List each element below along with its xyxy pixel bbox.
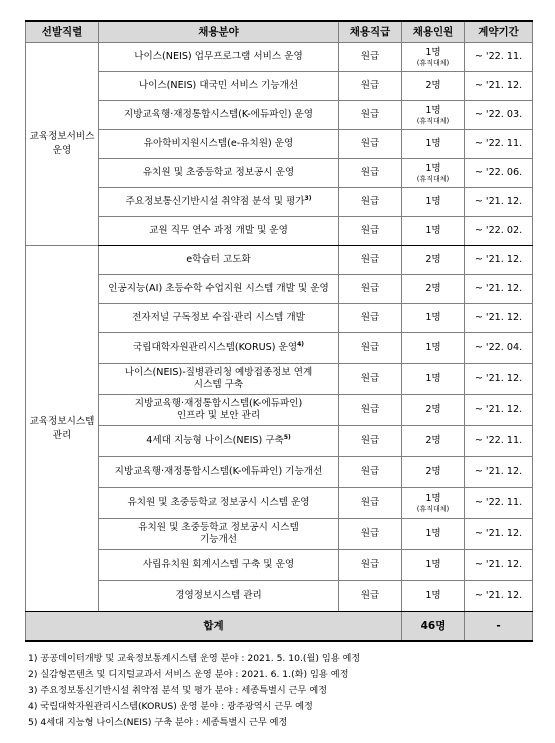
- period-cell: ~ '21. 12.: [465, 188, 533, 217]
- area-cell: [99, 333, 339, 364]
- area-cell: [99, 130, 339, 159]
- grade-cell: 원급: [339, 395, 402, 426]
- area-cell: [99, 217, 339, 246]
- grade-cell: 원급: [339, 188, 402, 217]
- area-cell: [99, 246, 339, 275]
- count-cell: [402, 217, 465, 246]
- table-row: [26, 333, 533, 364]
- count-value: 1명: [425, 373, 441, 384]
- period-cell: ~ '22. 11.: [465, 43, 533, 72]
- grade-cell: 원급: [339, 304, 402, 333]
- header-category: 선발직렬: [26, 21, 99, 43]
- period-cell: ~ '22. 06.: [465, 159, 533, 188]
- recruitment-table-wrapper: [25, 20, 532, 642]
- count-note: (휴직대체): [416, 504, 450, 513]
- footnote-item: 3) 주요정보통신기반시설 취약점 분석 및 평가 분야 : 세종특별시 근무 예정: [28, 685, 328, 696]
- area-cell: [99, 519, 339, 550]
- grade-cell: 원급: [339, 43, 402, 72]
- area-text: 전자저널 구독정보 수집·관리 시스템 개발: [132, 312, 305, 323]
- count-cell: [402, 43, 465, 72]
- header-period: 계약기간: [465, 21, 533, 43]
- grade-cell: 원급: [339, 457, 402, 488]
- count-cell: [402, 333, 465, 364]
- period-cell: ~ '21. 12.: [465, 550, 533, 581]
- area-text: 유치원 및 초중등학교 정보공시 운영: [142, 167, 295, 178]
- area-text: 유치원 및 초중등학교 정보공시 시스템 기능개선: [138, 522, 299, 545]
- table-row: [26, 72, 533, 101]
- area-text: 유치원 및 초중등학교 정보공시 시스템 운영: [127, 497, 310, 508]
- table-row: [26, 364, 533, 395]
- count-cell: [402, 395, 465, 426]
- count-cell: [402, 364, 465, 395]
- count-note: (휴직대체): [416, 58, 450, 67]
- count-note: (휴직대체): [416, 174, 450, 183]
- table-row: [26, 457, 533, 488]
- count-cell: [402, 581, 465, 612]
- area-cell: [99, 304, 339, 333]
- table-row: [26, 217, 533, 246]
- area-text: 사립유치원 회계시스템 구축 및 운영: [142, 559, 295, 570]
- grade-cell: 원급: [339, 217, 402, 246]
- grade-cell: 원급: [339, 101, 402, 130]
- period-cell: ~ '22. 11.: [465, 488, 533, 519]
- table-row: [26, 188, 533, 217]
- total-label: 합계: [26, 612, 402, 642]
- table-header-row: [26, 21, 533, 43]
- area-text: 유아학비지원시스템(e-유치원) 운영: [143, 138, 294, 149]
- area-cell: [99, 426, 339, 457]
- count-value: 2명: [425, 404, 441, 415]
- period-cell: ~ '22. 04.: [465, 333, 533, 364]
- grade-cell: 원급: [339, 159, 402, 188]
- category-cell: [26, 43, 99, 246]
- total-row: [26, 612, 533, 642]
- table-row: [26, 488, 533, 519]
- count-cell: [402, 457, 465, 488]
- period-cell: ~ '21. 12.: [465, 304, 533, 333]
- count-cell: [402, 246, 465, 275]
- count-value: 1명: [425, 590, 441, 601]
- area-text: 지방교육행·재정통합시스템(K-에듀파인) 기능개선: [114, 466, 323, 477]
- area-cell: [99, 488, 339, 519]
- header-area: 채용분야: [99, 21, 339, 43]
- area-text: 교원 직무 연수 과정 개발 및 운영: [149, 225, 288, 236]
- footnote-marker: 4): [297, 341, 305, 348]
- table-body: [26, 43, 533, 612]
- area-text: e학습터 고도화: [186, 254, 251, 265]
- area-text: 지방교육행·재정통합시스템(K-에듀파인) 인프라 및 보안 관리: [134, 398, 303, 421]
- count-value: 1명: [425, 46, 441, 58]
- recruitment-table: [25, 20, 533, 642]
- count-cell: [402, 101, 465, 130]
- count-value: 1명: [425, 225, 441, 236]
- count-value: 1명: [425, 312, 441, 323]
- grade-cell: 원급: [339, 364, 402, 395]
- area-cell: [99, 275, 339, 304]
- count-value: 1명: [425, 162, 441, 174]
- period-cell: ~ '21. 12.: [465, 364, 533, 395]
- area-text: 지방교육행·재정통합시스템(K-에듀파인) 운영: [123, 109, 314, 120]
- table-row: [26, 130, 533, 159]
- area-cell: [99, 159, 339, 188]
- area-cell: [99, 581, 339, 612]
- count-value: 1명: [425, 138, 441, 149]
- period-cell: ~ '21. 12.: [465, 275, 533, 304]
- count-value: 1명: [425, 559, 441, 570]
- count-value: 1명: [425, 528, 441, 539]
- count-cell: [402, 488, 465, 519]
- table-row: [26, 246, 533, 275]
- count-value: 2명: [425, 466, 441, 477]
- area-cell: [99, 457, 339, 488]
- period-cell: ~ '21. 12.: [465, 519, 533, 550]
- area-cell: [99, 550, 339, 581]
- area-text: 나이스(NEIS) 대국민 서비스 기능개선: [138, 80, 299, 91]
- grade-cell: 원급: [339, 72, 402, 101]
- area-cell: [99, 395, 339, 426]
- count-cell: [402, 550, 465, 581]
- area-cell: [99, 72, 339, 101]
- footnote-marker: 5): [283, 434, 291, 441]
- area-cell: [99, 188, 339, 217]
- area-text: 나이스(NEIS) 업무프로그램 서비스 운영: [134, 51, 303, 62]
- footnote-item: 5) 4세대 지능형 나이스(NEIS) 구축 분야 : 세종특별시 근무 예정: [28, 717, 288, 728]
- period-cell: ~ '21. 12.: [465, 395, 533, 426]
- count-cell: [402, 275, 465, 304]
- period-cell: ~ '22. 02.: [465, 217, 533, 246]
- grade-cell: 원급: [339, 550, 402, 581]
- area-text: 4세대 지능형 나이스(NEIS) 구축: [146, 435, 284, 446]
- count-value: 1명: [425, 104, 441, 116]
- category-cell: [26, 246, 99, 612]
- table-row: [26, 426, 533, 457]
- count-cell: [402, 426, 465, 457]
- table-row: [26, 395, 533, 426]
- period-cell: ~ '22. 03.: [465, 101, 533, 130]
- grade-cell: 원급: [339, 488, 402, 519]
- period-cell: ~ '21. 12.: [465, 581, 533, 612]
- count-value: 2명: [425, 283, 441, 294]
- header-grade: 채용직급: [339, 21, 402, 43]
- table-row: [26, 275, 533, 304]
- footnotes: [28, 651, 538, 731]
- area-text: 인공지능(AI) 초등수학 수업지원 시스템 개발 및 운영: [108, 283, 329, 294]
- area-cell: [99, 43, 339, 72]
- period-cell: ~ '21. 12.: [465, 457, 533, 488]
- count-value: 2명: [425, 254, 441, 265]
- period-cell: ~ '22. 11.: [465, 426, 533, 457]
- count-cell: [402, 72, 465, 101]
- count-value: 1명: [425, 342, 441, 353]
- count-cell: [402, 130, 465, 159]
- total-period: -: [465, 612, 533, 642]
- area-text: 국립대학자원관리시스템(KORUS) 운영: [132, 342, 298, 353]
- grade-cell: 원급: [339, 333, 402, 364]
- footnote-item: 4) 국립대학자원관리시스템(KORUS) 운영 분야 : 광주광역시 근무 예정: [28, 701, 313, 712]
- category-label: 교육정보서비스 운영: [29, 131, 95, 156]
- period-cell: ~ '21. 12.: [465, 72, 533, 101]
- grade-cell: 원급: [339, 426, 402, 457]
- footnote-item: 2) 실감형콘텐츠 및 디지털교과서 서비스 운영 분야 : 2021. 6. 1.(화) 임용 예정: [28, 669, 349, 680]
- table-row: [26, 304, 533, 333]
- count-cell: [402, 188, 465, 217]
- count-cell: [402, 159, 465, 188]
- count-value: 2명: [425, 80, 441, 91]
- count-value: 2명: [425, 435, 441, 446]
- table-row: [26, 159, 533, 188]
- period-cell: ~ '22. 11.: [465, 130, 533, 159]
- table-row: [26, 43, 533, 72]
- grade-cell: 원급: [339, 246, 402, 275]
- category-label: 교육정보시스템 관리: [29, 415, 95, 441]
- count-value: 1명: [425, 492, 441, 504]
- grade-cell: 원급: [339, 581, 402, 612]
- count-cell: [402, 519, 465, 550]
- grade-cell: 원급: [339, 519, 402, 550]
- footnote-item: 1) 공공데이터개방 및 교육정보통계시스템 운영 분야 : 2021. 5. 10.(월) 임용 예정: [28, 653, 361, 664]
- total-count: 46명: [402, 612, 465, 642]
- period-cell: ~ '21. 12.: [465, 246, 533, 275]
- table-row: [26, 519, 533, 550]
- header-count: 채용인원: [402, 21, 465, 43]
- grade-cell: 원급: [339, 275, 402, 304]
- count-value: 1명: [425, 196, 441, 207]
- table-row: [26, 101, 533, 130]
- grade-cell: 원급: [339, 130, 402, 159]
- area-text: 주요정보통신기반시설 취약점 분석 및 평가: [125, 196, 305, 207]
- table-row: [26, 550, 533, 581]
- count-note: (휴직대체): [416, 116, 450, 125]
- area-text: 경영정보시스템 관리: [175, 590, 262, 601]
- area-cell: [99, 364, 339, 395]
- table-row: [26, 581, 533, 612]
- count-cell: [402, 304, 465, 333]
- footnote-marker: 3): [304, 195, 312, 202]
- area-text: 나이스(NEIS)-질병관리청 예방접종정보 연계 시스템 구축: [124, 367, 313, 390]
- area-cell: [99, 101, 339, 130]
